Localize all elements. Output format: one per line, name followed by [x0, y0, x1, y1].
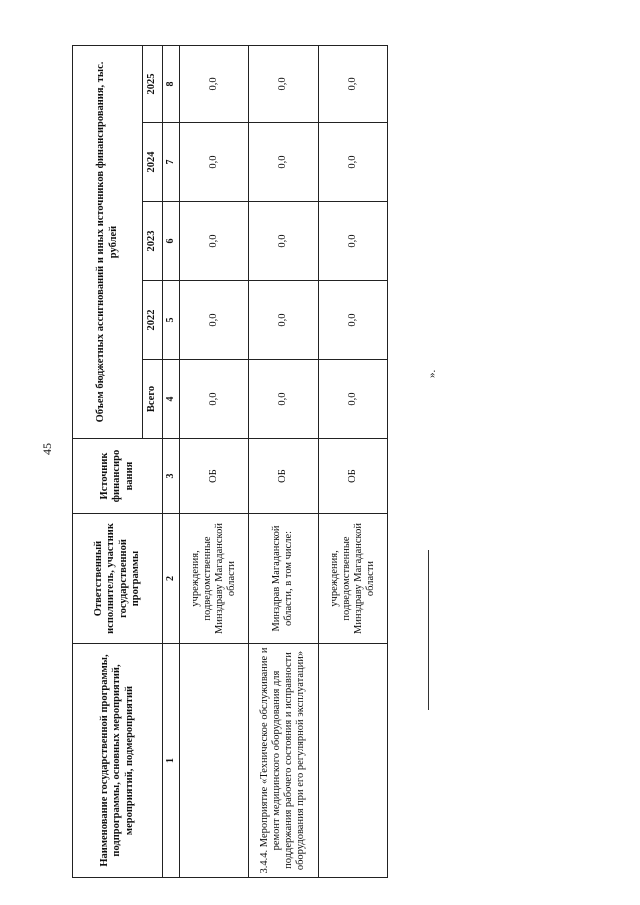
table-row: [318, 45, 388, 877]
column-number: 7: [163, 123, 180, 202]
column-number: 4: [163, 360, 180, 439]
value-cell: 0,0: [179, 45, 249, 122]
value-cell: 0,0: [318, 202, 388, 281]
column-number-row: [163, 45, 180, 877]
page-number: 45: [40, 443, 54, 455]
header-year: 2022: [143, 281, 163, 360]
header-year: 2025: [143, 45, 163, 122]
column-number: 6: [163, 202, 180, 281]
source-cell: ОБ: [318, 439, 388, 514]
value-cell: 0,0: [179, 123, 249, 202]
column-number: 1: [163, 644, 180, 878]
executor-cell: Минздрав Магаданской области, в том числе:: [249, 514, 319, 644]
program-name-cell: [318, 644, 388, 878]
executor-cell: учреждения, подведомственные Минздраву Магаданской области: [179, 514, 249, 644]
column-number: 2: [163, 514, 180, 644]
header-program-name: Наименование государственной программы, подпрограммы, основных мероприятий, мероприятий, подмероприятий: [73, 644, 163, 878]
source-cell: ОБ: [249, 439, 319, 514]
header-row-1: [73, 45, 143, 877]
value-cell: 0,0: [318, 360, 388, 439]
header-year: 2024: [143, 123, 163, 202]
value-cell: 0,0: [318, 45, 388, 122]
table-container: [72, 46, 388, 878]
funding-table: [72, 45, 388, 878]
value-cell: 0,0: [318, 123, 388, 202]
source-cell: ОБ: [179, 439, 249, 514]
value-cell: 0,0: [249, 281, 319, 360]
header-funding-group: Объем бюджетных ассигнований и иных источников финансирования, тыс. рублей: [73, 45, 143, 438]
executor-cell: учреждения, подведомственные Минздраву Магаданской области: [318, 514, 388, 644]
value-cell: 0,0: [318, 281, 388, 360]
header-total: Всего: [143, 360, 163, 439]
value-cell: 0,0: [179, 202, 249, 281]
program-name-cell: [179, 644, 249, 878]
header-year: 2023: [143, 202, 163, 281]
value-cell: 0,0: [179, 360, 249, 439]
column-number: 5: [163, 281, 180, 360]
value-cell: 0,0: [249, 45, 319, 122]
value-cell: 0,0: [179, 281, 249, 360]
table-row: [249, 45, 319, 877]
table-row: [179, 45, 249, 877]
value-cell: 0,0: [249, 123, 319, 202]
header-executor: Ответственный исполнитель, участник государственной программы: [73, 514, 163, 644]
column-number: 3: [163, 439, 180, 514]
closing-quote: ».: [426, 369, 438, 378]
value-cell: 0,0: [249, 360, 319, 439]
column-number: 8: [163, 45, 180, 122]
closing-line: [428, 550, 429, 710]
header-funding-source: Источник финансиро вания: [73, 439, 163, 514]
value-cell: 0,0: [249, 202, 319, 281]
program-name-cell: 3.4.4. Мероприятие «Техническое обслуживание и ремонт медицинского оборудования для поддержания рабочего состояния и исправности оборудования при его регулярной эксплуатации»: [249, 644, 319, 878]
